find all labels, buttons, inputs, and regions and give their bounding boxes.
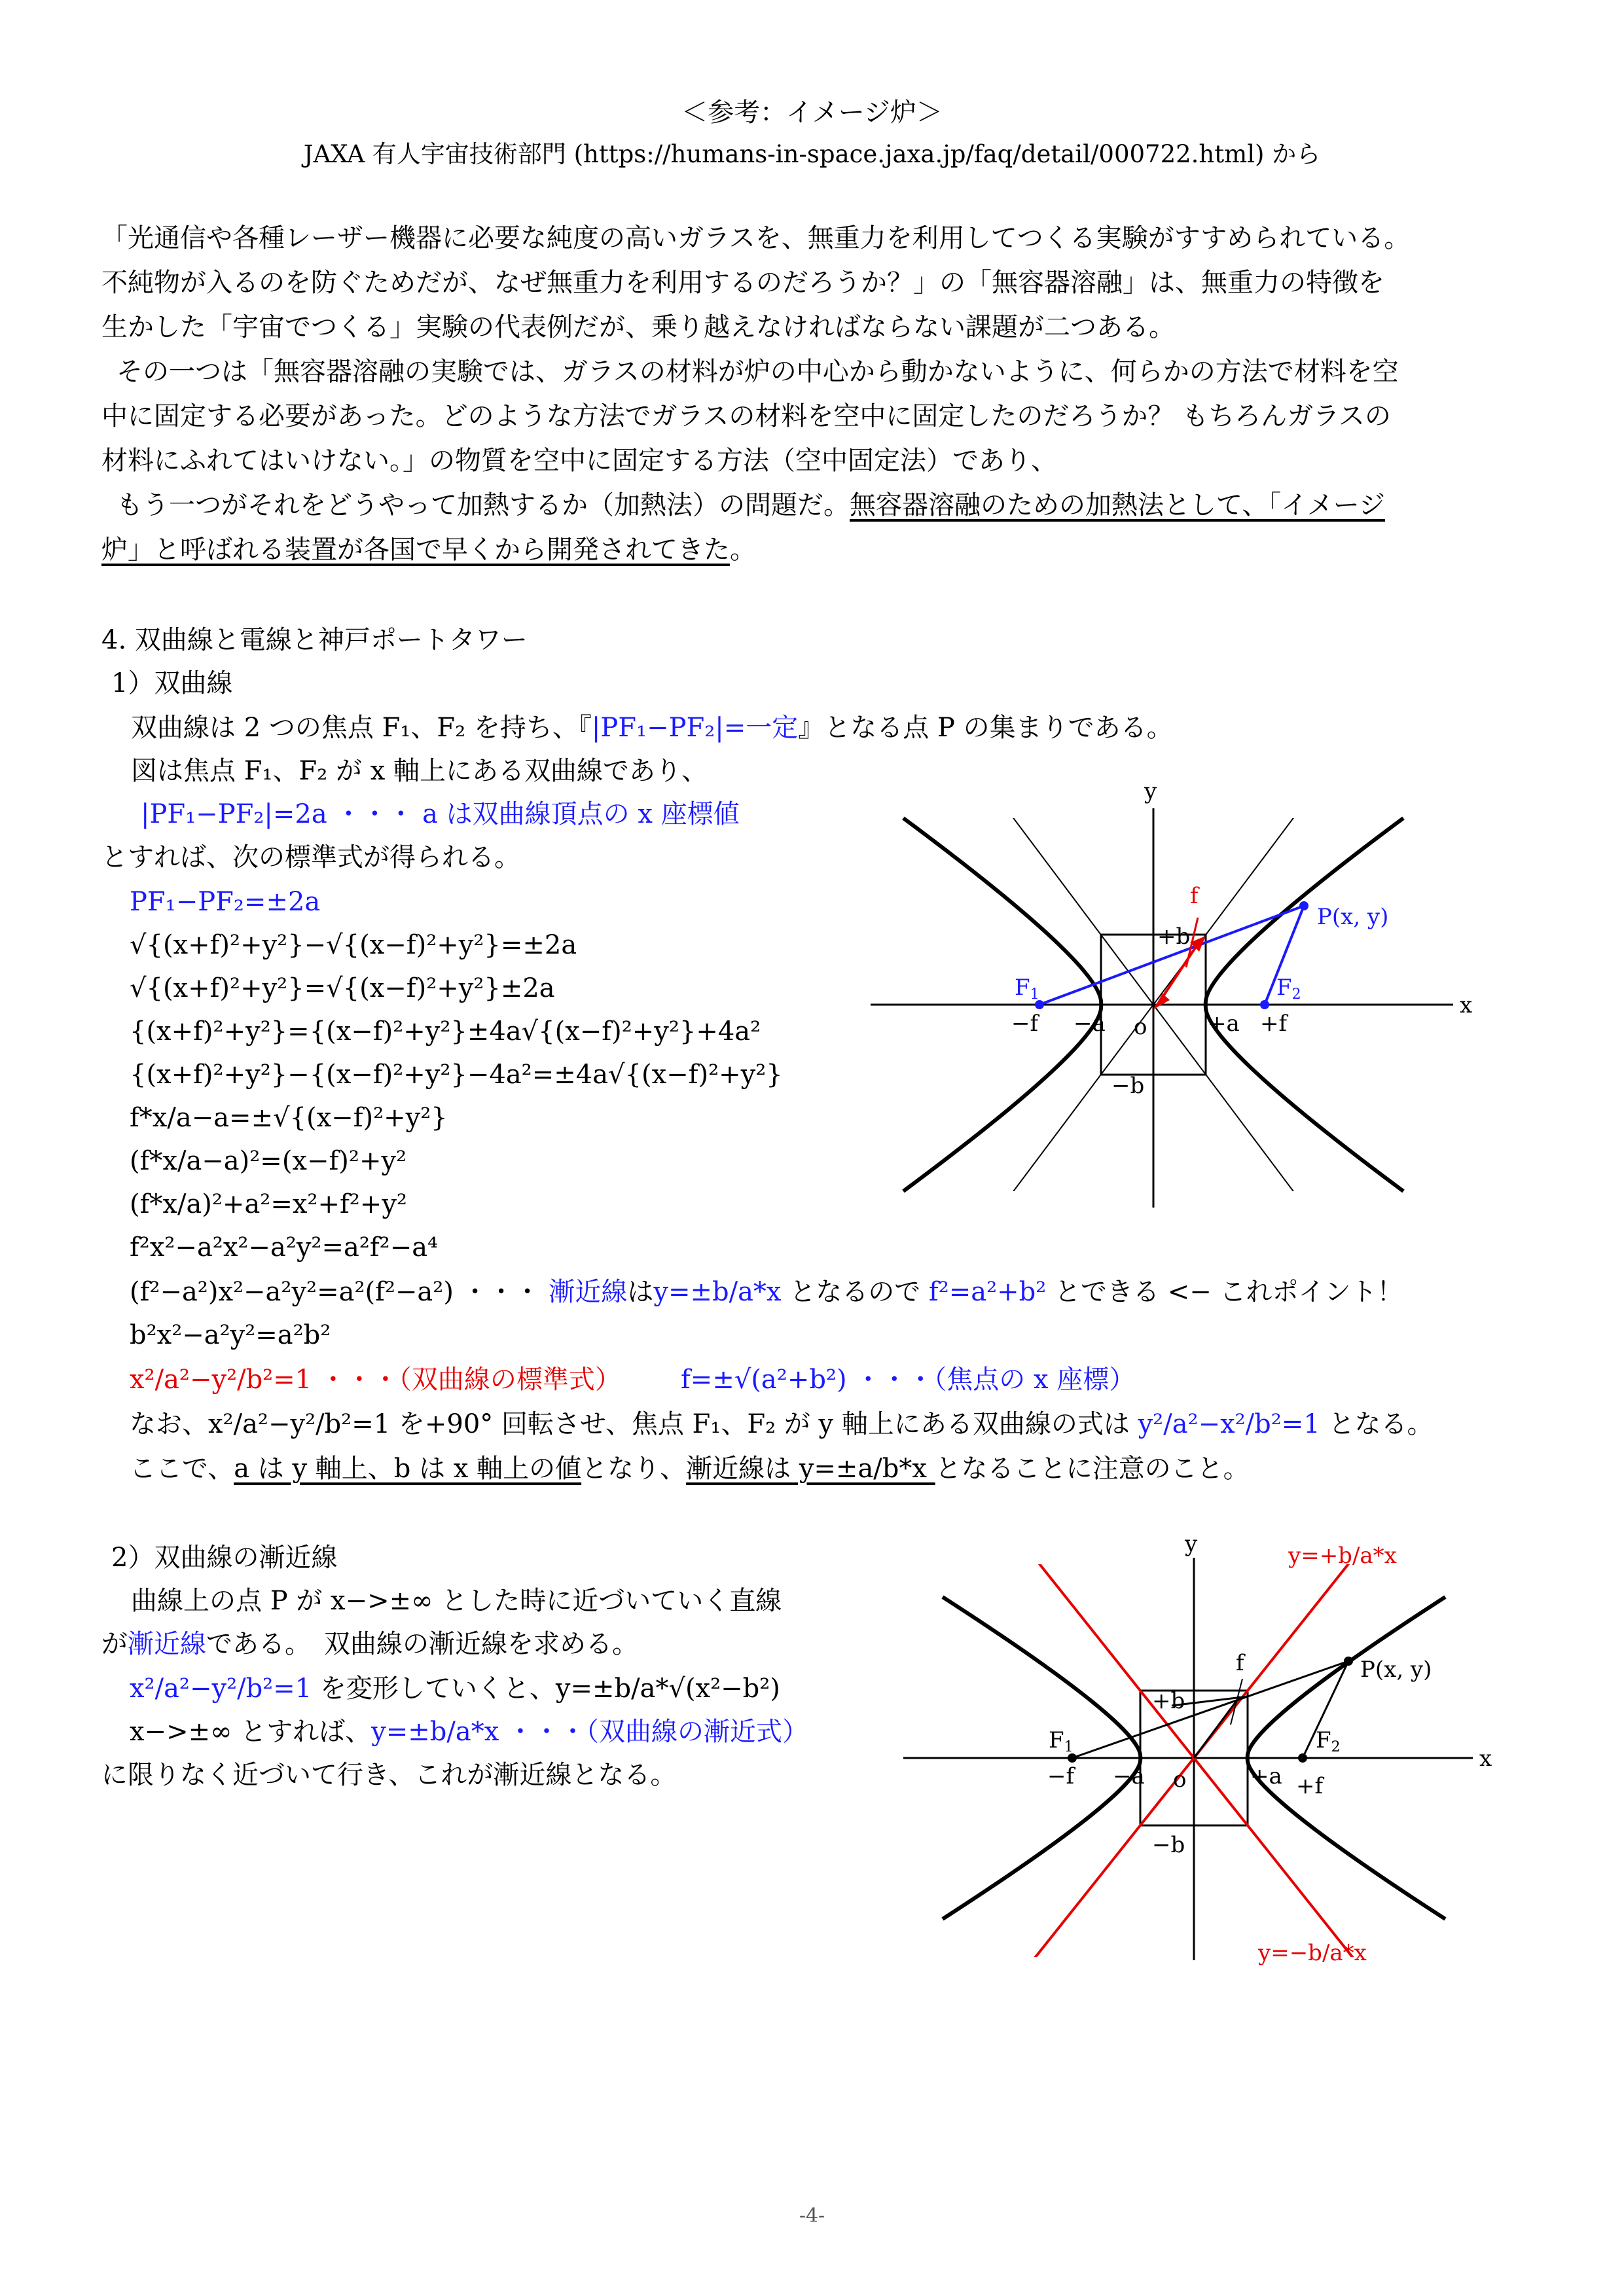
sub2-p4b: y=±b/a*x ・・・（双曲線の漸近式） — [371, 1717, 808, 1747]
f2-letter: F — [1316, 1727, 1331, 1753]
sub1-p4: とすれば、次の標準式が得られる。 — [101, 842, 520, 872]
sub2-p2b: 漸近線 — [128, 1629, 206, 1659]
f1-label — [1049, 1727, 1074, 1755]
f2-sub: 2 — [1291, 986, 1301, 1003]
std-form-blue: f=±√(a²+b²) ・・・（焦点の x 座標） — [681, 1365, 1136, 1395]
note-1a: なお、x²/a²−y²/b²=1 を+90° 回転させ、焦点 F₁、F₂ が y 軸上にある双曲線の式は — [130, 1409, 1138, 1439]
sub1-p1c: 』となる点 P の集まりである。 — [798, 713, 1173, 743]
sub1-p3: |PF₁−PF₂|=2a ・・・ a は双曲線頂点の x 座標値 — [141, 799, 740, 829]
quote-line-7 — [117, 483, 1385, 528]
x-label: x — [1479, 1746, 1492, 1772]
note-2b: a は y 軸上、b は x 軸上の値 — [234, 1454, 582, 1484]
std-form-red: x²/a²−y²/b²=1 ・・・（双曲線の標準式） — [130, 1365, 621, 1395]
eq-8: (f*x/a)²+a²=x²+f²+y² — [130, 1189, 407, 1219]
pos-b-label: +b — [1157, 924, 1191, 950]
source-line: JAXA 有人宇宙技術部門 (https://humans-in-space.jaxa.jp/faq/detail/000722.html) から — [303, 140, 1321, 168]
pf1-line — [1072, 1661, 1348, 1758]
quote-line-6: 材料にふれてはいけない。」の物質を空中に固定する方法（空中固定法）であり、 — [101, 446, 1057, 476]
f1-letter: F — [1015, 975, 1030, 1001]
sub1-p1a: 双曲線は 2 つの焦点 F₁、F₂ を持ち、『 — [131, 713, 592, 743]
note-2d: 漸近線は y=±a/b*x — [686, 1454, 935, 1484]
asymptote-neg-label: y=−b/a*x — [1258, 1940, 1367, 1966]
sub2-p2a: が — [101, 1629, 128, 1659]
note-2c: となり、 — [581, 1454, 687, 1484]
note-1 — [130, 1402, 1433, 1446]
f2-label — [1316, 1727, 1341, 1755]
eq-10d: y=±b/a*x — [653, 1277, 782, 1307]
eq-10 — [130, 1270, 1403, 1314]
sub1-p1 — [131, 706, 1173, 750]
hyperbola-figure — [851, 772, 1506, 1230]
eq-10g: とできる <− これポイント！ — [1046, 1277, 1403, 1307]
eq-3: √{(x+f)²+y²}=√{(x−f)²+y²}±2a — [130, 973, 555, 1003]
sub2-p1: 曲線上の点 P が x−>±∞ とした時に近づいていく直線 — [131, 1586, 782, 1616]
neg-f-label: −f — [1047, 1763, 1075, 1789]
sub2-p4 — [130, 1710, 808, 1754]
neg-f-label: −f — [1011, 1011, 1039, 1037]
eq-7: (f*x/a−a)²=(x−f)²+y² — [130, 1146, 407, 1176]
sub1-p2: 図は焦点 F₁、F₂ が x 軸上にある双曲線であり、 — [131, 756, 708, 786]
quote-line-8 — [101, 528, 756, 572]
quote-line-7a: もう一つがそれをどうやって加熱するか（加熱法）の問題だ。 — [117, 490, 850, 520]
eq-10a: (f²−a²)x²−a²y²=a²(f²−a²) ・・・ — [130, 1277, 549, 1307]
eq-6: f*x/a−a=±√{(x−f)²+y²} — [130, 1103, 448, 1133]
pf1-line — [1039, 906, 1304, 1005]
f-label: f — [1190, 883, 1199, 909]
asymptote-pos-label: y=+b/a*x — [1288, 1543, 1397, 1569]
quote-line-7b: 無容器溶融のための加熱法として、「イメージ — [850, 490, 1385, 520]
f2-sub: 2 — [1331, 1739, 1341, 1755]
asymptote-figure — [884, 1525, 1525, 1983]
eq-4: {(x+f)²+y²}={(x−f)²+y²}±4a√{(x−f)²+y²}+4a² — [130, 1016, 761, 1047]
page-title: ＜参考：イメージ炉＞ — [681, 98, 943, 128]
section-heading: 4. 双曲線と電線と神戸ポートタワー — [101, 625, 528, 655]
pos-a-label: +a — [1208, 1011, 1240, 1037]
eq-11: b²x²−a²y²=a²b² — [130, 1320, 331, 1350]
neg-b-label: −b — [1111, 1073, 1145, 1099]
note-2a: ここで、 — [130, 1454, 234, 1484]
quote-line-8b: 。 — [730, 535, 756, 565]
note-2e: となることに注意のこと。 — [935, 1454, 1250, 1484]
neg-a-label: −a — [1113, 1763, 1145, 1789]
eq-10f: f²=a²+b² — [928, 1277, 1047, 1307]
sub1-p1b: |PF₁−PF₂|=一定 — [591, 713, 799, 743]
quote-line-8a: 炉」と呼ばれる装置が各国で早くから開発されてきた — [101, 535, 730, 565]
y-label: y — [1185, 1531, 1198, 1557]
note-2 — [130, 1446, 1250, 1491]
f1-sub: 1 — [1064, 1739, 1074, 1755]
f-length-arrow — [1194, 1696, 1240, 1758]
quote-line-2: 不純物が入るのを防ぐためだが、なぜ無重力を利用するのだろうか？」の「無容器溶融」は、無重力の特徴を — [101, 268, 1384, 298]
note-1b: y²/a²−x²/b²=1 — [1138, 1409, 1320, 1439]
sub2-p2 — [101, 1622, 638, 1666]
origin-label: o — [1134, 1014, 1147, 1040]
x-label: x — [1460, 992, 1473, 1018]
f1-label — [1015, 975, 1039, 1003]
pos-f-label: +f — [1296, 1773, 1324, 1799]
origin-label: o — [1173, 1767, 1187, 1793]
eq-2: √{(x+f)²+y²}−√{(x−f)²+y²}=±2a — [130, 930, 577, 960]
sub2-heading: 2）双曲線の漸近線 — [111, 1543, 338, 1573]
point-p — [1299, 901, 1308, 910]
sub2-p3 — [130, 1666, 780, 1711]
p-label: P(x, y) — [1360, 1657, 1432, 1683]
sub2-p3b: を変形していくと、y=±b/a*√(x²−b²) — [312, 1674, 780, 1704]
f2-label — [1276, 975, 1301, 1003]
point-p — [1344, 1657, 1353, 1666]
sub1-heading: 1）双曲線 — [111, 668, 233, 698]
focus-f2 — [1298, 1753, 1307, 1763]
f2-letter: F — [1276, 975, 1292, 1001]
eq-1: PF₁−PF₂=±2a — [130, 887, 321, 917]
eq-10c: は — [627, 1277, 654, 1307]
y-label: y — [1144, 778, 1157, 804]
quote-line-3: 生かした「宇宙でつくる」実験の代表例だが、乗り越えなければならない課題が二つある。 — [101, 312, 1175, 342]
pos-a-label: +a — [1250, 1763, 1282, 1789]
pos-f-label: +f — [1260, 1011, 1288, 1037]
quote-line-5: 中に固定する必要があった。どのような方法でガラスの材料を空中に固定したのだろうか？ もちろんガラスの — [101, 401, 1391, 431]
note-1c: となる。 — [1320, 1409, 1434, 1439]
pos-b-label: +b — [1152, 1688, 1185, 1714]
quote-line-4: その一つは「無容器溶融の実験では、ガラスの材料が炉の中心から動かないように、何らかの方法で材料を空 — [117, 357, 1399, 387]
sub2-p2c: である。 双曲線の漸近線を求める。 — [206, 1629, 638, 1659]
page-number: -4- — [799, 2204, 825, 2227]
neg-a-label: −a — [1074, 1011, 1106, 1037]
sub2-p3a: x²/a²−y²/b²=1 — [130, 1674, 312, 1704]
quote-line-1: 「光通信や各種レーザー機器に必要な純度の高いガラスを、無重力を利用してつくる実験がすすめられている。 — [101, 223, 1411, 253]
focus-f2 — [1260, 1000, 1269, 1009]
neg-b-label: −b — [1152, 1832, 1185, 1858]
f1-sub: 1 — [1030, 986, 1039, 1003]
eq-9: f²x²−a²x²−a²y²=a²f²−a⁴ — [130, 1232, 439, 1263]
eq-5: {(x+f)²+y²}−{(x−f)²+y²}−4a²=±4a√{(x−f)²+y²} — [130, 1060, 783, 1090]
eq-10e: となるので — [781, 1277, 929, 1307]
p-label: P(x, y) — [1317, 904, 1389, 930]
sub2-p4a: x−>±∞ とすれば、 — [130, 1717, 372, 1747]
f-label: f — [1236, 1650, 1244, 1676]
eq-10b: 漸近線 — [549, 1277, 628, 1307]
sub2-p5: に限りなく近づいて行き、これが漸近線となる。 — [101, 1760, 677, 1790]
f1-letter: F — [1049, 1727, 1064, 1753]
